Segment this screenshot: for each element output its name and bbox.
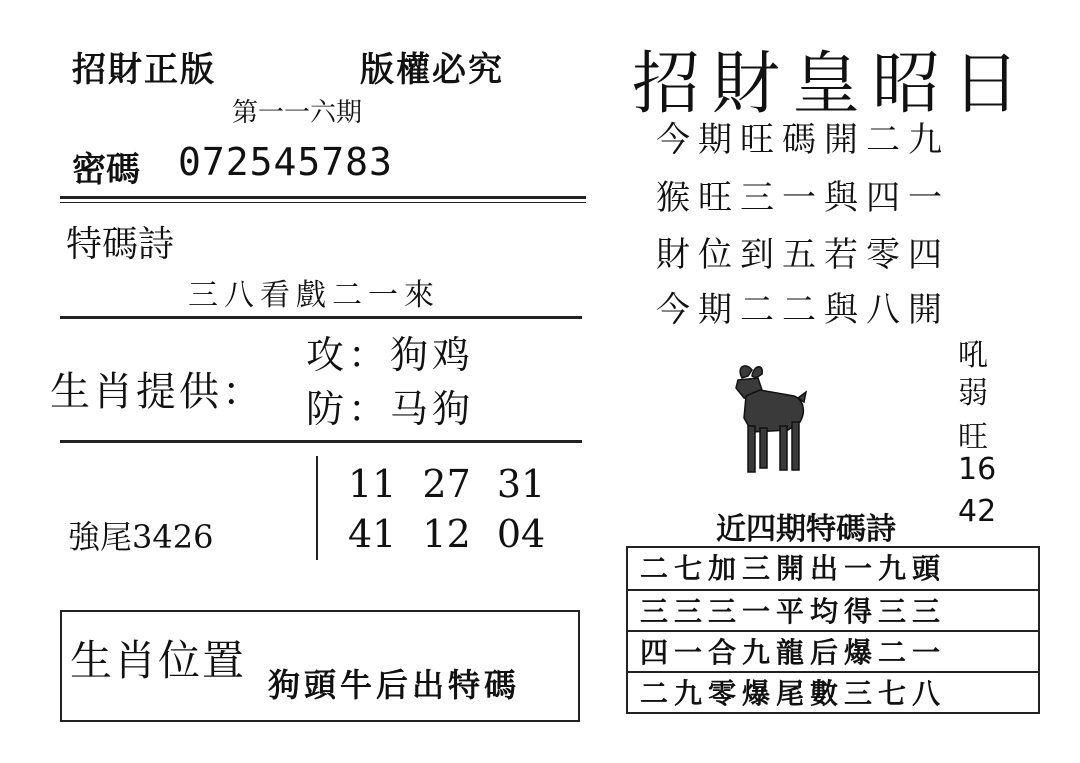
- verse-line: 今期二二與八開: [656, 290, 950, 330]
- verse-line: 猴旺三一與四一: [656, 178, 950, 218]
- recent-poem-row: 四一合九龍后爆二一: [628, 630, 1038, 671]
- password-label: 密碼: [72, 150, 140, 190]
- strong-tail: 強尾3426: [68, 518, 214, 556]
- recent-poems-label: 近四期特碼詩: [716, 512, 896, 547]
- side-label: 吼: [958, 338, 988, 373]
- page-title: 招財皇昭日: [632, 45, 1033, 124]
- poem-label: 特碼詩: [66, 224, 175, 265]
- recent-poems-table: [626, 546, 1040, 714]
- position-label: 生肖位置: [70, 636, 247, 685]
- side-number: 16: [958, 452, 997, 487]
- side-label: 旺: [958, 420, 988, 455]
- number-row: 41 12 04: [348, 512, 546, 556]
- goat-icon: [728, 360, 808, 478]
- verse-line: 今期旺碼開二九: [656, 120, 950, 160]
- recent-poem-row: 三三三一平均得三三: [628, 589, 1038, 630]
- attack-zodiac: 攻：狗鸡: [306, 333, 475, 377]
- recent-poem-row: 二九零爆尾數三七八: [628, 671, 1038, 712]
- header-left: 招財正版 版權必究: [72, 50, 504, 90]
- recent-poem-row: 二七加三開出一九頭: [640, 552, 947, 585]
- number-row: 11 27 31: [348, 462, 546, 506]
- poem-text: 三八看戲二一來: [188, 278, 440, 313]
- issue-number: 第一一六期: [232, 98, 363, 128]
- divider: [60, 196, 586, 199]
- divider: [60, 202, 586, 203]
- password-value: 072545783: [178, 140, 393, 184]
- vertical-divider: [316, 456, 318, 560]
- defend-zodiac: 防：马狗: [306, 387, 475, 431]
- divider: [60, 316, 582, 319]
- divider: [60, 440, 582, 443]
- position-text: 狗頭牛后出特碼: [268, 666, 521, 704]
- side-label: 弱: [958, 376, 988, 411]
- side-number: 42: [958, 494, 997, 529]
- verse-line: 財位到五若零四: [656, 235, 950, 275]
- zodiac-label: 生肖提供：: [50, 369, 265, 415]
